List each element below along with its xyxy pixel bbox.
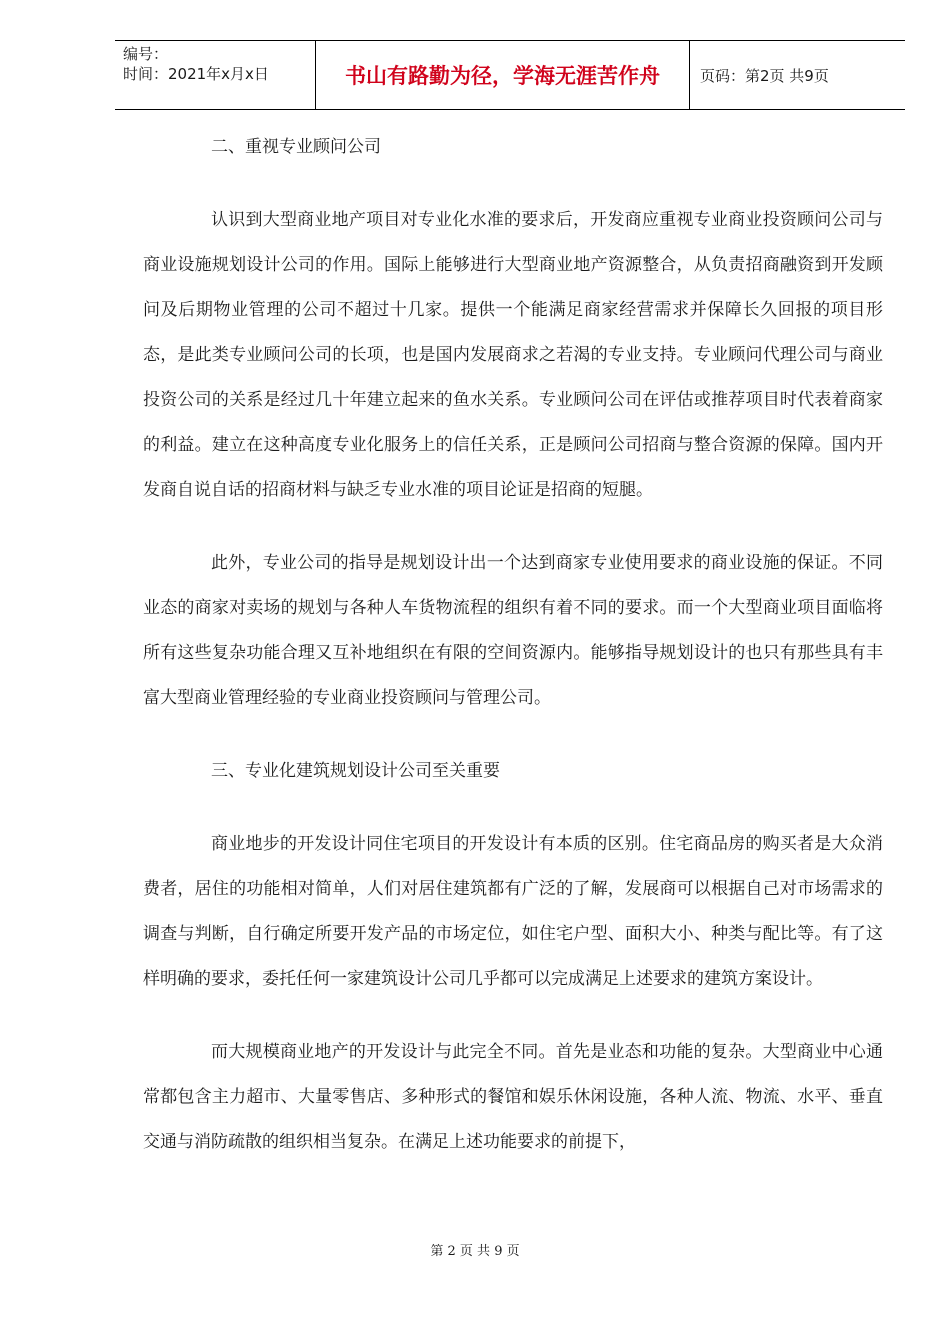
page-footer: 第 2 页 共 9 页 — [430, 1244, 520, 1259]
header-motto: 书山有路勤为径，学海无涯苦作舟 — [315, 41, 690, 109]
document-body — [143, 125, 883, 1165]
paragraph-2: 此外，专业公司的指导是规划设计出一个达到商家专业使用要求的商业设施的保证。不同业态的商家对卖场的规划与各种人车货物流程的组织有着不同的要求。而一个大型商业项目面临将所有这些复杂功能合理又互补地组织在有限的空间资源内。能够指导规划设计的也只有那些具有丰富大型商业管理经验的专业商业投资顾问与管理公司。 — [143, 553, 883, 708]
paragraph-1: 认识到大型商业地产项目对专业化水准的要求后，开发商应重视专业商业投资顾问公司与商业设施规划设计公司的作用。国际上能够进行大型商业地产资源整合，从负责招商融资到开发顾问及后期物业管理的公司不超过十几家。提供一个能满足商家经营需求并保障长久回报的项目形态，是此类专业顾问公司的长项，也是国内发展商求之若渴的专业支持。专业顾问代理公司与商业投资公司的关系是经过几十年建立起来的鱼水关系。专业顾问公司在评估或推荐项目时代表着商家的利益。建立在这种高度专业化服务上的信任关系，正是顾问公司招商与整合资源的保障。国内开发商自说自话的招商材料与缺乏专业水准的项目论证是招商的短腿。 — [143, 210, 883, 500]
document-number-label: 编号： — [123, 45, 169, 63]
paragraph-3: 商业地步的开发设计同住宅项目的开发设计有本质的区别。住宅商品房的购买者是大众消费者，居住的功能相对简单，人们对居住建筑都有广泛的了解，发展商可以根据自己对市场需求的调查与判断，自行确定所要开发产品的市场定位，如住宅户型、面积大小、种类与配比等。有了这样明确的要求，委托任何一家建筑设计公司几乎都可以完成满足上述要求的建筑方案设计。 — [143, 834, 883, 989]
section-heading-3: 三、专业化建筑规划设计公司至关重要 — [211, 761, 500, 781]
section-heading-2: 二、重视专业顾问公司 — [211, 137, 381, 157]
header-meta — [115, 41, 315, 109]
paragraph-4: 而大规模商业地产的开发设计与此完全不同。首先是业态和功能的复杂。大型商业中心通常都包含主力超市、大量零售店、多种形式的餐馆和娱乐休闲设施，各种人流、物流、水平、垂直交通与消防疏散的组织相当复杂。在满足上述功能要求的前提下， — [143, 1042, 883, 1152]
header-page-info: 页码：第2页 共9页 — [700, 66, 829, 85]
document-time-label: 时间：2021年x月x日 — [123, 65, 269, 83]
page-header — [115, 40, 905, 110]
